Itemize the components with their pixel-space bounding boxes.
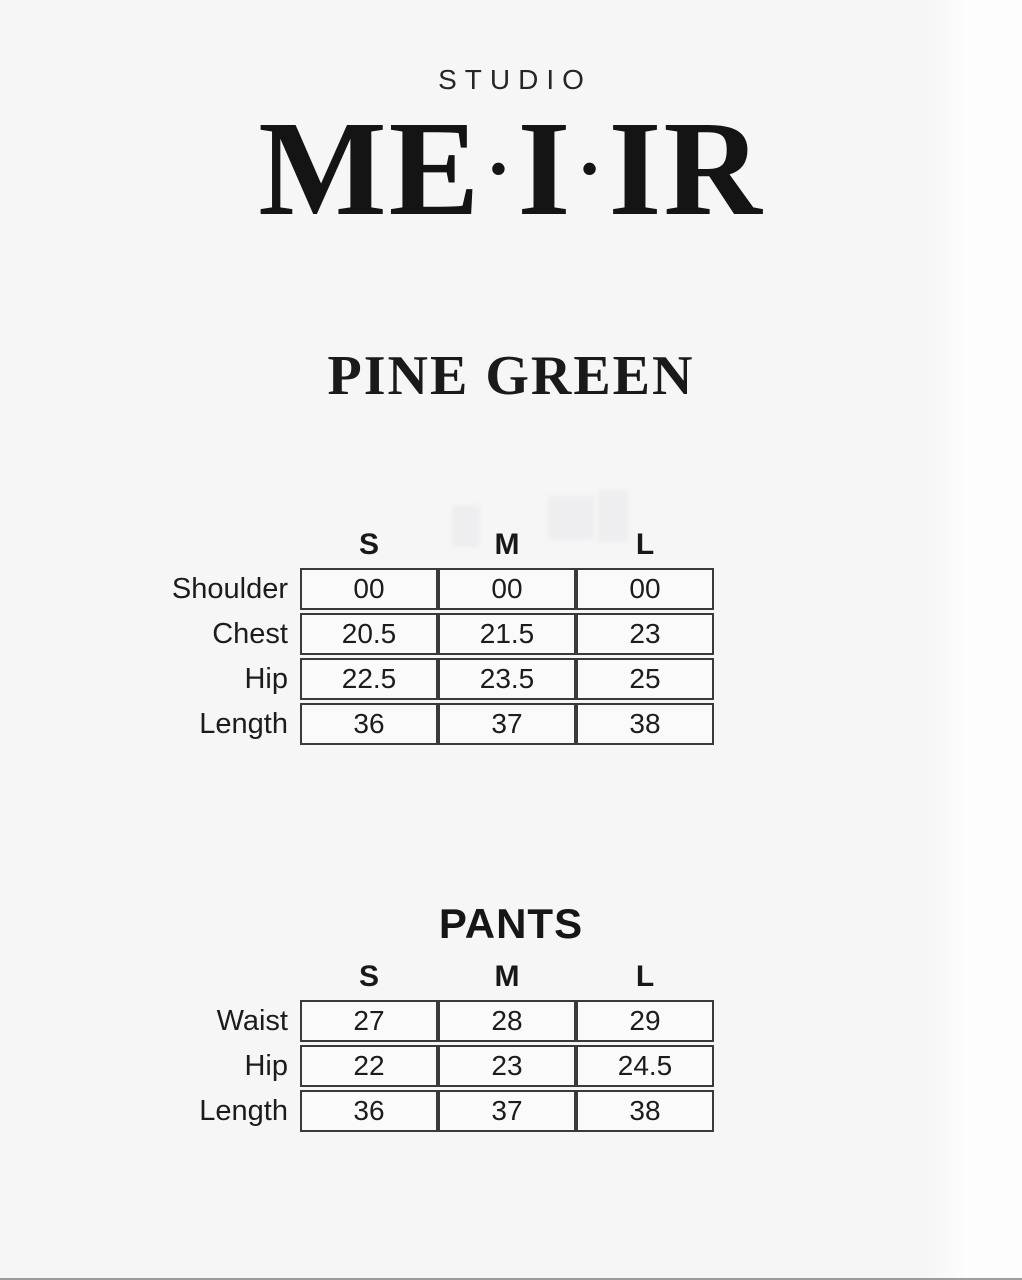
- logo-letter: I: [608, 94, 664, 244]
- top-size-table: [150, 528, 720, 745]
- size-value-cell: 23.5: [438, 658, 576, 700]
- size-value-cell: 37: [438, 703, 576, 745]
- table-row: [150, 1090, 720, 1132]
- logo-letter: R: [663, 94, 764, 244]
- measurement-label: Length: [199, 1094, 288, 1127]
- label-spacer: [150, 960, 300, 994]
- table-row: [150, 703, 720, 745]
- size-column-header: L: [635, 528, 655, 561]
- size-value-cell: 00: [300, 568, 438, 610]
- measurement-label: Chest: [212, 617, 288, 650]
- brand-studio-label: STUDIO: [438, 64, 592, 95]
- size-column-header: S: [358, 960, 379, 993]
- size-value-cell: 25: [576, 658, 714, 700]
- pants-size-table: [150, 960, 720, 1132]
- size-column-header: M: [494, 960, 520, 993]
- size-value-cell: 23: [438, 1045, 576, 1087]
- size-column-header: L: [635, 960, 655, 993]
- logo-letter: I: [517, 94, 573, 244]
- brand-logo: [0, 94, 1022, 244]
- measurement-label: Shoulder: [171, 572, 288, 605]
- label-spacer: [150, 528, 300, 562]
- size-value-cell: 22.5: [300, 658, 438, 700]
- logo-letter: M: [258, 94, 389, 244]
- size-value-cell: 29: [576, 1000, 714, 1042]
- size-value-cell: 20.5: [300, 613, 438, 655]
- logo-dot-icon: •: [581, 143, 600, 194]
- size-column-header: M: [494, 528, 520, 561]
- size-column-header: S: [358, 528, 379, 561]
- size-value-cell: 27: [300, 1000, 438, 1042]
- size-value-cell: 28: [438, 1000, 576, 1042]
- size-value-cell: 00: [438, 568, 576, 610]
- table-row: [150, 613, 720, 655]
- measurement-label: Waist: [216, 1004, 288, 1037]
- size-value-cell: 38: [576, 703, 714, 745]
- size-value-cell: 38: [576, 1090, 714, 1132]
- size-header-row: [150, 528, 720, 562]
- pants-section-title: PANTS: [438, 900, 584, 947]
- table-row: [150, 1045, 720, 1087]
- table-row: [150, 658, 720, 700]
- size-value-cell: 21.5: [438, 613, 576, 655]
- logo-letter: E: [388, 94, 482, 244]
- size-value-cell: 23: [576, 613, 714, 655]
- size-value-cell: 37: [438, 1090, 576, 1132]
- product-title: PINE GREEN: [327, 345, 695, 407]
- measurement-label: Hip: [244, 662, 288, 695]
- size-value-cell: 00: [576, 568, 714, 610]
- size-value-cell: 36: [300, 703, 438, 745]
- size-value-cell: 22: [300, 1045, 438, 1087]
- table-row: [150, 568, 720, 610]
- size-header-row: [150, 960, 720, 994]
- size-value-cell: 36: [300, 1090, 438, 1132]
- measurement-label: Hip: [244, 1049, 288, 1082]
- measurement-label: Length: [199, 707, 288, 740]
- size-value-cell: 24.5: [576, 1045, 714, 1087]
- logo-dot-icon: •: [490, 143, 509, 194]
- table-row: [150, 1000, 720, 1042]
